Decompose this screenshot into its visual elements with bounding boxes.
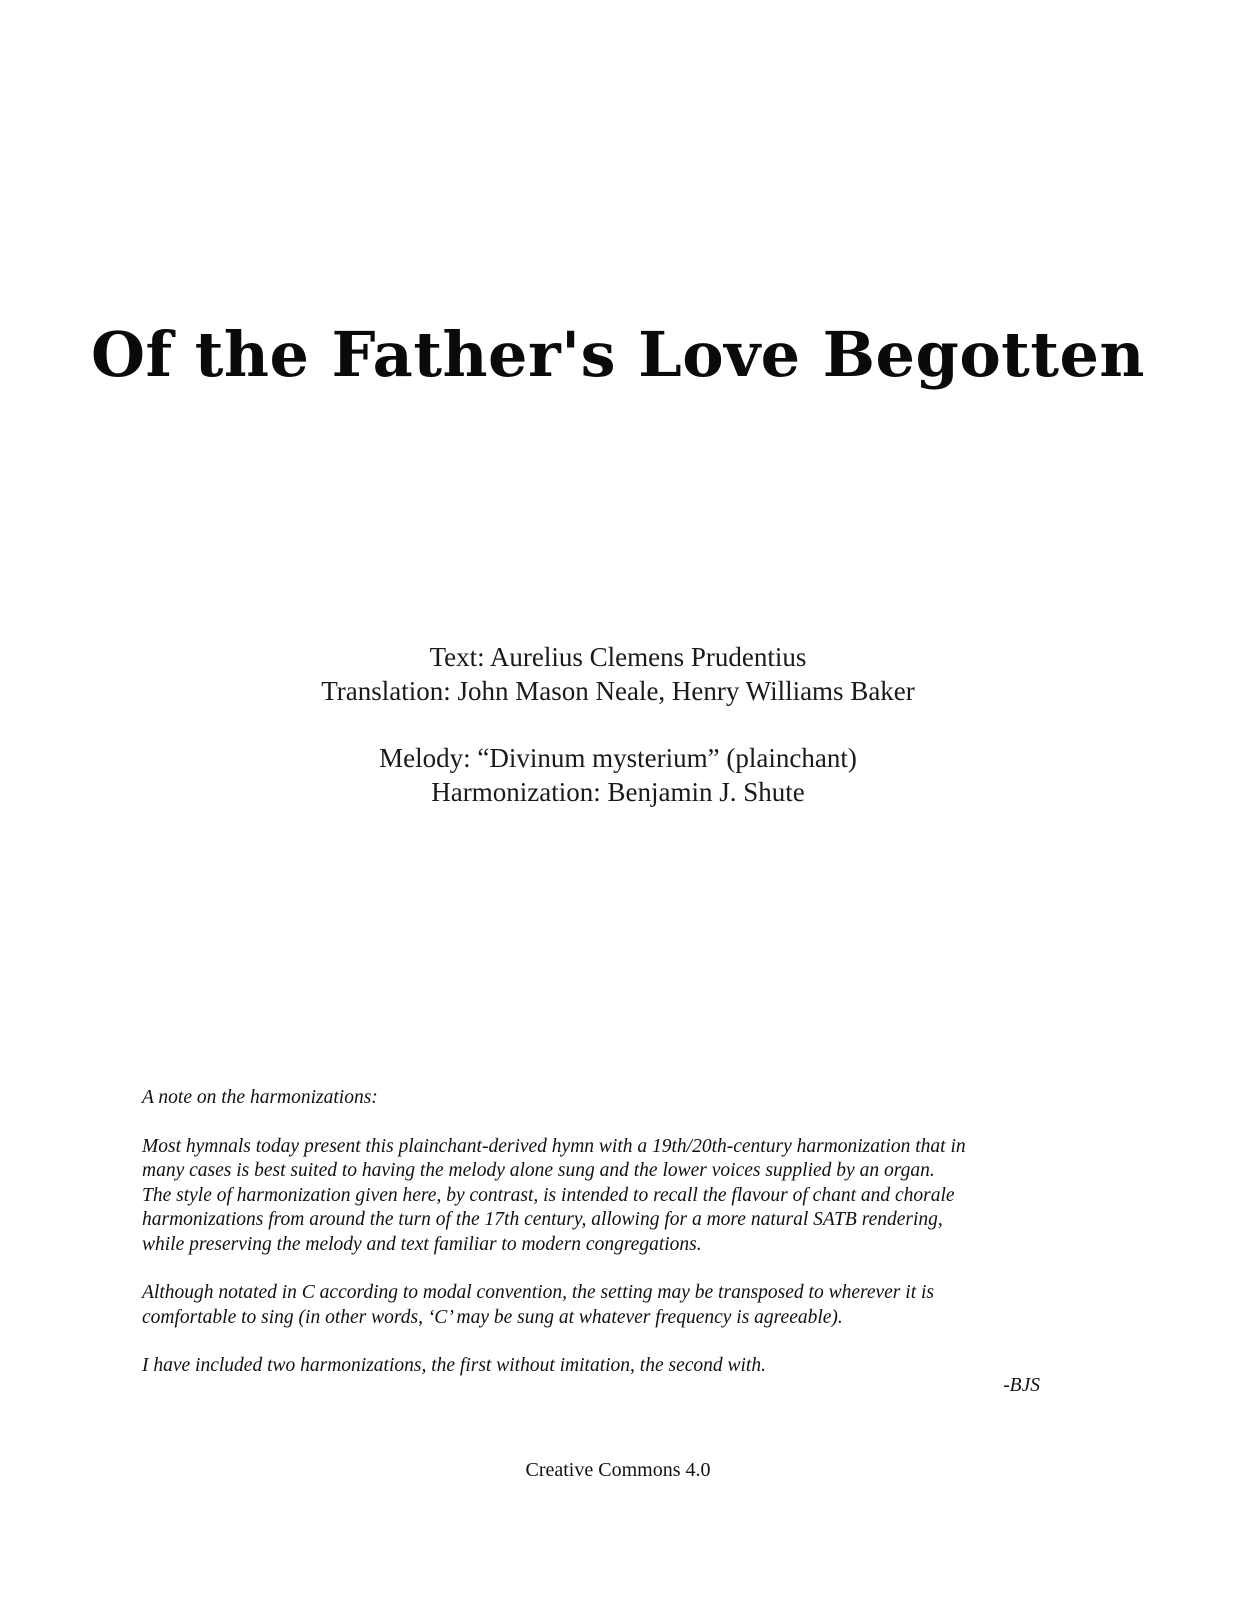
harmonization-note [142,1086,1062,1379]
note-line: while preserving the melody and text familiar to modern congregations. [142,1233,702,1255]
note-paragraph-3: I have included two harmonizations, the first without imitation, the second with. [142,1355,766,1376]
music-credits [0,741,1236,809]
text-credits [0,640,1236,708]
text-author-line: Text: Aurelius Clemens Prudentius [429,642,807,672]
signature: -BJS [1003,1375,1040,1396]
note-line: Although notated in C according to modal convention, the setting may be transposed to wherever it is [142,1282,934,1303]
note-heading: A note on the harmonizations: [142,1087,378,1108]
note-line: Most hymnals today present this plainchant-derived hymn with a 19th/20th-century harmonization that in [142,1135,966,1157]
melody-line: Melody: “Divinum mysterium” (plainchant) [379,743,857,773]
page-title: Of the Father's Love Begotten [91,318,1145,391]
harmonization-line: Harmonization: Benjamin J. Shute [431,777,805,807]
translation-line: Translation: John Mason Neale, Henry Williams Baker [321,676,915,706]
note-line: many cases is best suited to having the melody alone sung and the lower voices supplied by an organ. [142,1160,935,1181]
note-line: comfortable to sing (in other words, ‘C’ may be sung at whatever frequency is agreeable). [142,1306,843,1328]
note-line: The style of harmonization given here, by contrast, is intended to recall the flavour of chant and chorale [142,1184,955,1206]
license-footer: Creative Commons 4.0 [525,1459,711,1481]
note-paragraph-2 [142,1281,1062,1330]
note-paragraph-1 [142,1135,1062,1258]
note-line: harmonizations from around the turn of the 17th century, allowing for a more natural SATB rendering, [142,1209,943,1230]
